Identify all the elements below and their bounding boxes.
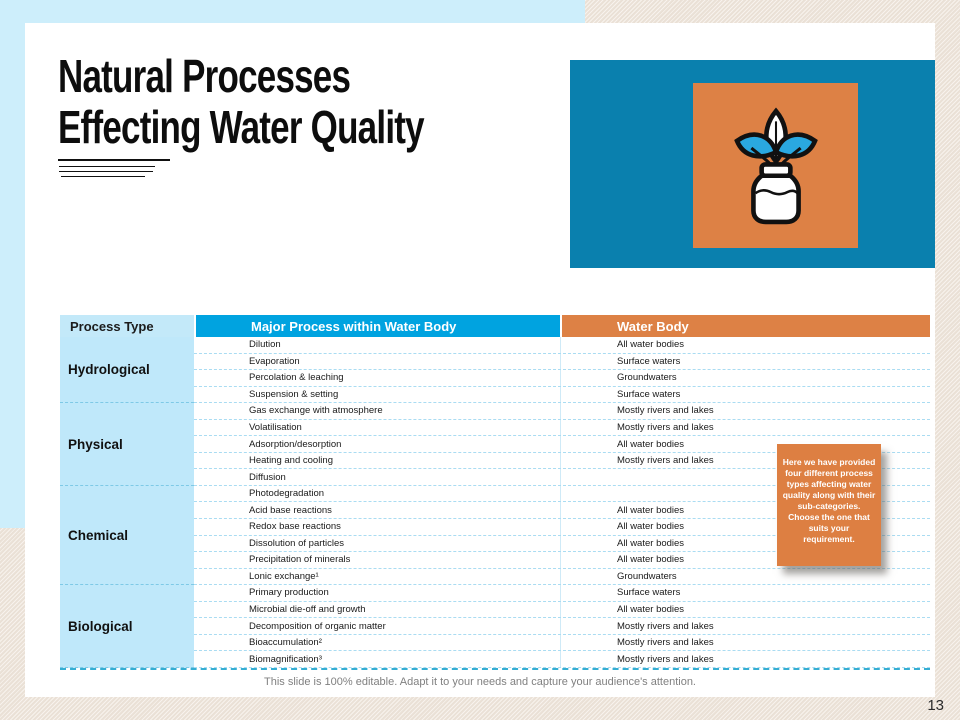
table-row [194,585,930,602]
major-process-cell: Precipitation of minerals [249,554,351,566]
page-title [58,51,424,153]
group-rows [194,337,930,403]
title-underline [59,171,153,172]
water-body-cell: All water bodies [560,602,930,618]
major-process-cell: Acid base reactions [249,504,332,516]
water-body-cell: Mostly rivers and lakes [560,420,930,436]
plant-in-jar-icon [724,107,828,225]
title-underline [61,176,145,177]
major-process-cell: Dilution [249,339,281,351]
water-body-cell: Mostly rivers and lakes [560,453,930,469]
process-group [60,585,930,668]
major-process-cell: Lonic exchange¹ [249,570,319,582]
table-header-row [60,315,930,337]
major-process-cell: Primary production [249,587,329,599]
table-row [194,337,930,354]
major-process-cell: Bioaccumulation² [249,637,322,649]
water-body-cell: Surface waters [560,354,930,370]
major-process-cell: Suspension & setting [249,388,339,400]
water-body-cell: Surface waters [560,585,930,601]
water-body-cell: Mostly rivers and lakes [560,651,930,667]
hero-image-panel [570,60,935,268]
major-process-cell: Redox base reactions [249,521,341,533]
callout-note: Here we have provided four different process types affecting water quality along with their sub-categories. Choose the one that suits your requirement. [777,444,881,566]
major-process-cell: Photodegradation [249,488,325,500]
header-process-type: Process Type [60,315,194,337]
table-row [194,602,930,619]
process-type-cell: Biological [60,585,194,668]
process-type-cell: Physical [60,403,194,486]
major-process-cell: Percolation & leaching [249,372,344,384]
major-process-cell: Microbial die-off and growth [249,604,366,616]
major-process-cell: Heating and cooling [249,455,333,467]
footer-note: This slide is 100% editable. Adapt it to your needs and capture your audience's attention. [264,676,696,688]
header-major-process: Major Process within Water Body [194,315,560,337]
water-body-cell: All water bodies [560,536,930,552]
major-process-cell: Biomagnification³ [249,653,322,665]
process-type-cell: Chemical [60,486,194,585]
major-process-cell: Gas exchange with atmosphere [249,405,383,417]
table-row [194,635,930,652]
water-body-cell: All water bodies [560,502,930,518]
water-body-cell: Surface waters [560,387,930,403]
header-water-body: Water Body [560,315,930,337]
major-process-cell: Dissolution of particles [249,537,345,549]
title-line-2: Effecting Water Quality [58,101,424,153]
table-row [194,420,930,437]
process-group [60,337,930,403]
process-type-cell: Hydrological [60,337,194,403]
water-body-cell: Groundwaters [560,370,930,386]
table-row [194,618,930,635]
water-body-cell: All water bodies [560,552,930,568]
major-process-cell: Evaporation [249,355,300,367]
group-rows [194,585,930,668]
table-row [194,651,930,668]
slide-body [25,23,935,697]
water-body-cell: Mostly rivers and lakes [560,635,930,651]
water-body-cell: All water bodies [560,519,930,535]
table-row [194,569,930,586]
major-process-cell: Decomposition of organic matter [249,620,386,632]
hero-icon-tile [693,83,858,248]
water-body-cell: Groundwaters [560,569,930,585]
major-process-cell: Diffusion [249,471,286,483]
title-underline [59,166,155,167]
table-row [194,387,930,404]
water-body-cell: All water bodies [560,337,930,353]
major-process-cell: Adsorption/desorption [249,438,342,450]
table-row [194,403,930,420]
table-row [194,370,930,387]
water-body-cell: Mostly rivers and lakes [560,618,930,634]
page-number: 13 [927,697,944,714]
table-row [194,354,930,371]
title-line-1: Natural Processes [58,50,351,102]
water-body-cell: Mostly rivers and lakes [560,403,930,419]
title-underline [58,159,170,161]
water-body-cell: All water bodies [560,436,930,452]
major-process-cell: Volatilisation [249,422,302,433]
